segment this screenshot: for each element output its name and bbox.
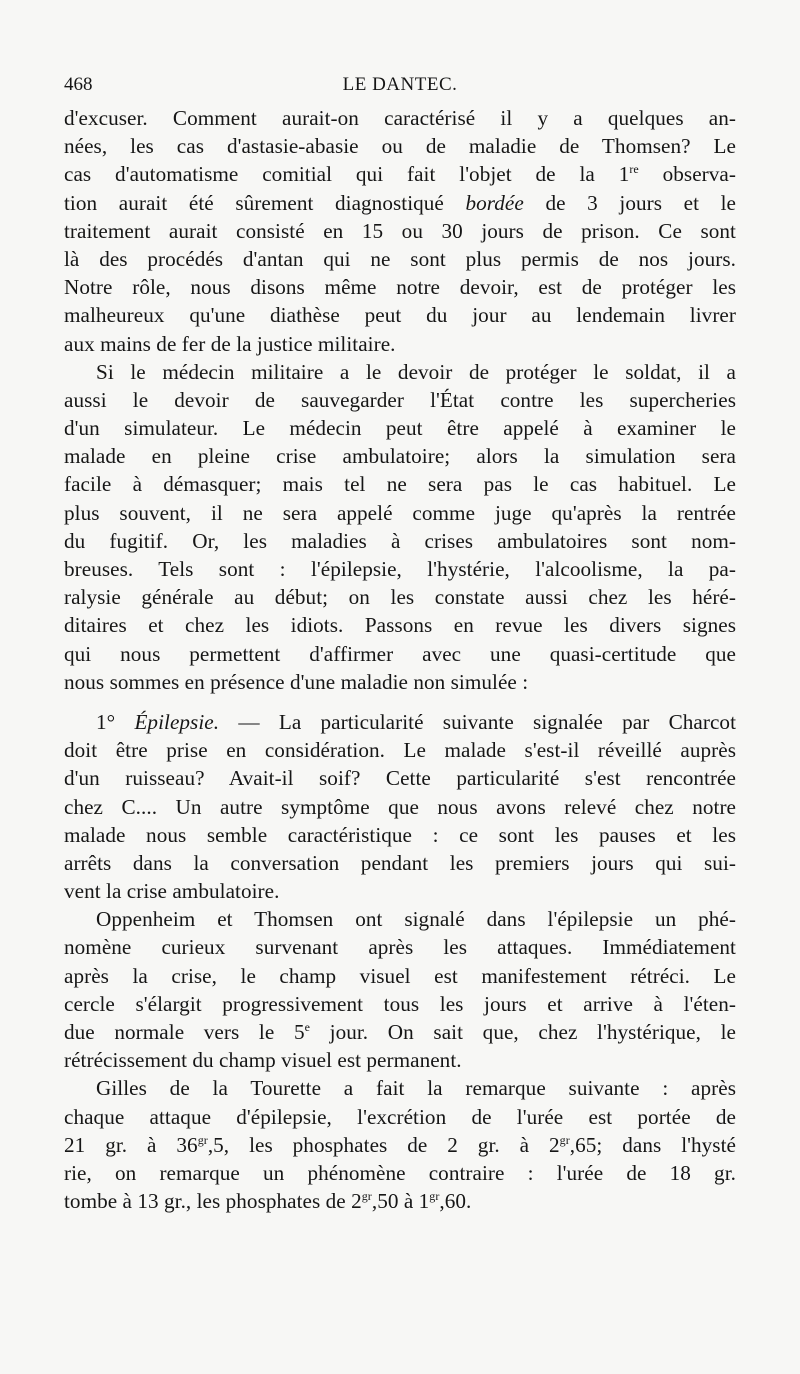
text-line: rétrécissement du champ visuel est permanent. [64,1048,462,1073]
text-line: chaque attaque d'épilepsie, l'excrétion de l'urée est portée de [64,1104,736,1129]
text-line: aux mains de fer de la justice militaire. [64,331,396,356]
text-line: Notre rôle, nous disons même notre devoir, est de protéger les [64,275,736,300]
text-line: nomène curieux survenant après les attaques. Immédiatement [64,935,736,960]
text-line: nous sommes en présence d'une maladie non simulée : [64,669,529,694]
text-line: Gilles de la Tourette a fait la remarque suivante : après [96,1076,736,1101]
text-line: malheureux qu'une diathèse peut du jour au lendemain livrer [64,303,736,328]
text-line: rie, on remarque un phénomène contraire : l'urée de 18 gr. [64,1160,736,1185]
text-line: du fugitif. Or, les maladies à crises ambulatoires sont nom- [64,528,736,553]
text-line: d'un ruisseau? Avait-il soif? Cette particularité s'est rencontrée [64,766,736,791]
section-heading-line: 1° Épilepsie. — La particularité suivante signalée par Charcot [96,709,737,734]
running-title: LE DANTEC. [342,74,458,95]
text-line: Oppenheim et Thomsen ont signalé dans l'épilepsie un phé- [96,907,736,932]
text-line: d'un simulateur. Le médecin peut être appelé à examiner le [64,416,736,441]
page-header [64,74,736,104]
text-line: nées, les cas d'astasie-abasie ou de maladie de Thomsen? Le [64,134,736,159]
text-line: tombe à 13 gr., les phosphates de $2^{gr},50$ à $1^{gr},60$. [64,1189,472,1214]
text-line: qui nous permettent d'affirmer avec une quasi-certitude que [64,641,736,666]
text-line: breuses. Tels sont : l'épilepsie, l'hystérie, l'alcoolisme, la pa- [64,557,736,581]
text-body [64,104,736,1215]
text-line: traitement aurait consisté en 15 ou 30 jours de prison. Ce sont [64,218,736,243]
text-line: arrêts dans la conversation pendant les premiers jours qui sui- [64,850,736,875]
text-line: tion aurait été sûrement diagnostiqué bordée de 3 jours et le [64,190,736,215]
section-heading: Épilepsie. [134,709,220,734]
text-line: cas d'automatisme comitial qui fait l'objet de la 1re observa- [64,162,736,187]
text-line: facile à démasquer; mais tel ne sera pas le cas habituel. Le [64,472,736,497]
text-line: due normale vers le 5e jour. On sait que, chez l'hystérique, le [64,1019,736,1044]
text-line: malade en pleine crise ambulatoire; alors la simulation sera [64,444,736,469]
text-line: aussi le devoir de sauvegarder l'État contre les supercheries [64,387,736,412]
text-line: 21 gr. à $36^{gr},5$, les phosphates de 2 gr. à $2^{gr},65$; dans l'hysté [64,1132,736,1157]
text-line: doit être prise en considération. Le malade s'est-il réveillé auprès [64,738,736,763]
text-line: chez C.... Un autre symptôme que nous avons relevé chez notre [64,794,736,819]
text-line: ralysie générale au début; on les constate aussi chez les héré- [64,585,736,610]
text-line: vent la crise ambulatoire. [64,879,280,904]
text-line: plus souvent, il ne sera appelé comme juge qu'après la rentrée [64,500,736,525]
text-line: Si le médecin militaire a le devoir de protéger le soldat, il a [96,359,736,384]
text-line: après la crise, le champ visuel est manifestement rétréci. Le [64,963,736,988]
text-line: d'excuser. Comment aurait-on caractérisé il y a quelques an- [64,106,736,130]
text-line: ditaires et chez les idiots. Passons en revue les divers signes [64,613,736,638]
text-line: malade nous semble caractéristique : ce sont les pauses et les [64,822,736,847]
page-number: 468 [64,74,93,95]
text-line: là des procédés d'antan qui ne sont plus permis de nos jours. [64,246,736,271]
text-line: cercle s'élargit progressivement tous les jours et arrive à l'éten- [64,991,736,1016]
